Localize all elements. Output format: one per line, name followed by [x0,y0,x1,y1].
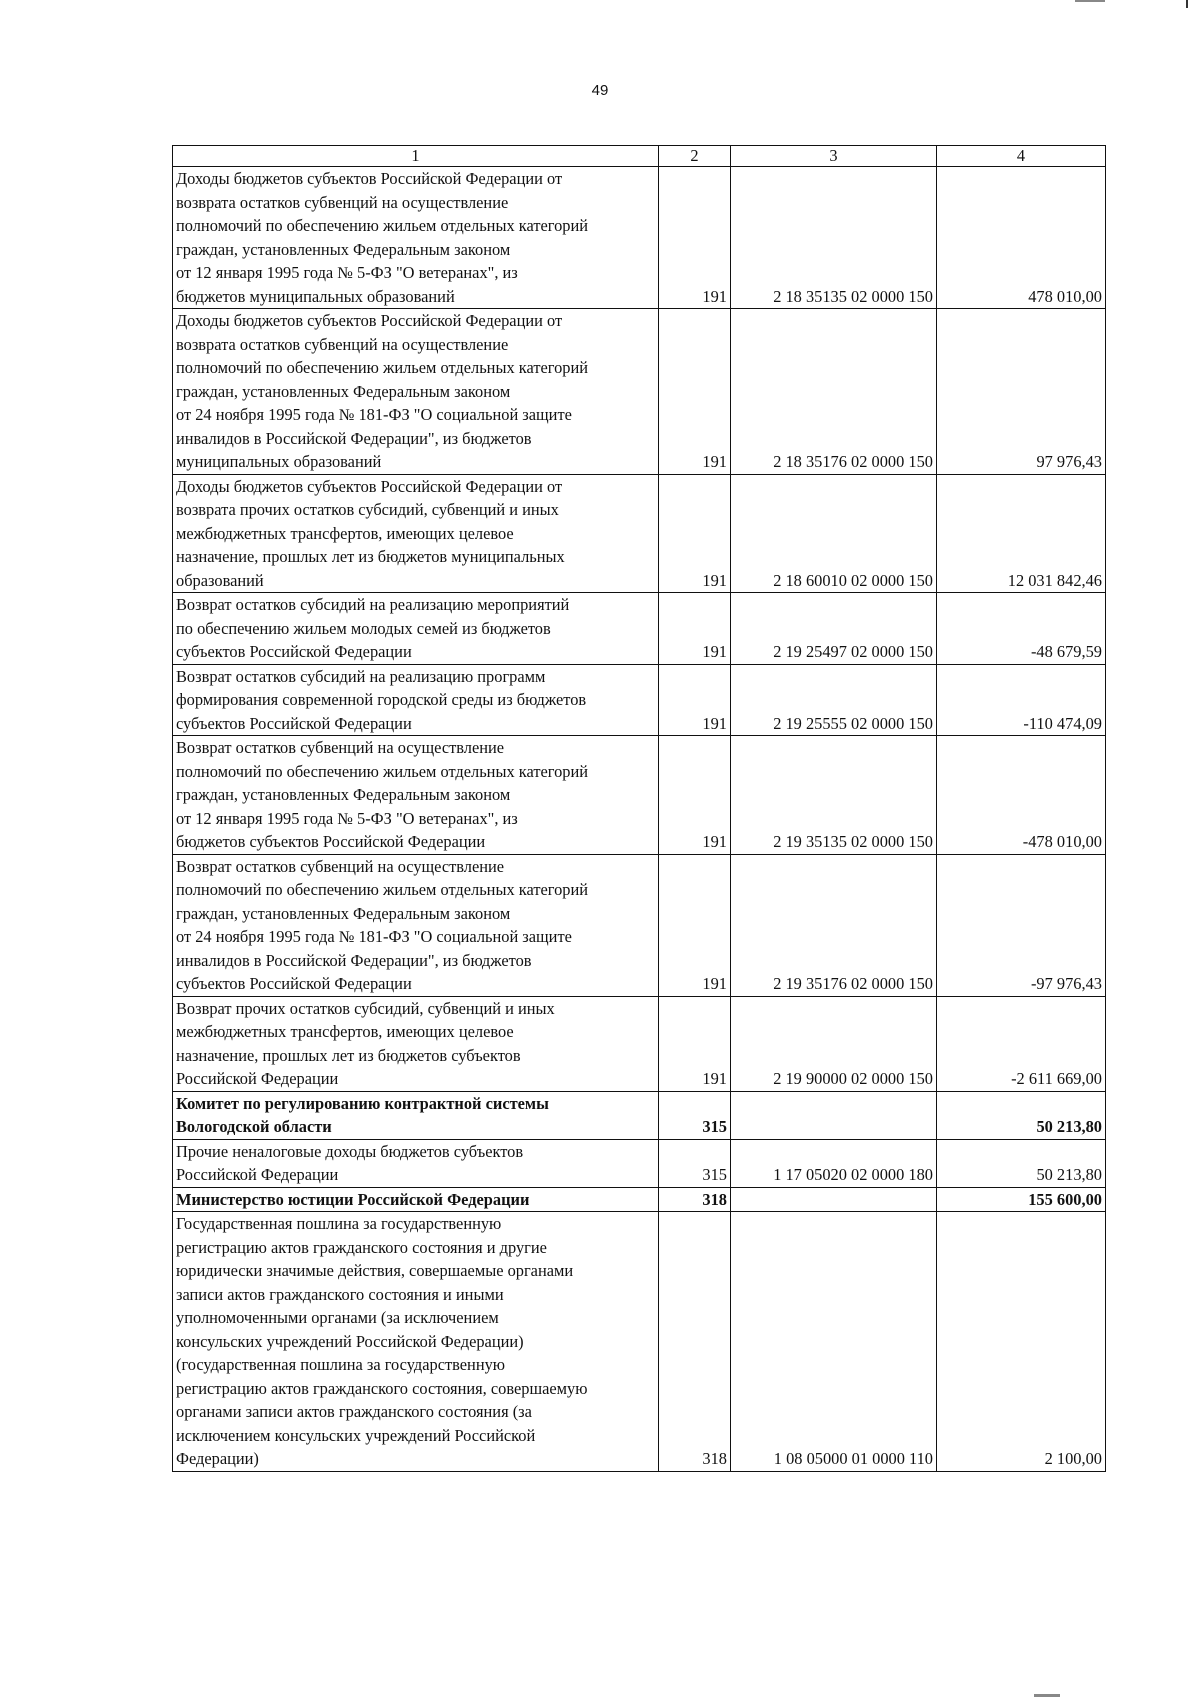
table-row [173,309,1106,475]
row-administrator-code: 191 [659,593,731,665]
table-row [173,1187,1106,1212]
table-row [173,854,1106,996]
row-budget-classification-code: 1 08 05000 01 0000 110 [731,1212,937,1472]
row-administrator-code: 191 [659,474,731,593]
row-description: Возврат прочих остатков субсидий, субвенций и иных межбюджетных трансфертов, имеющих целевое назначение, прошлых лет из бюджетов субъектов Российской Федерации [173,996,659,1091]
row-description: Государственная пошлина за государственную регистрацию актов гражданского состояния и другие юридически значимые действия, совершаемые органами записи актов гражданского состояния и иными уполномоченными органами (за исключением консульских учреждений Российской Федерации) (государственная пошлина за государственную регистрацию актов гражданского состояния, совершаемую органами записи актов гражданского состояния (за исключением консульских учреждений Российской Федерации) [173,1212,659,1472]
row-budget-classification-code: 2 19 25555 02 0000 150 [731,664,937,736]
row-amount: -48 679,59 [937,593,1106,665]
table-row [173,593,1106,665]
table-row [173,167,1106,309]
row-budget-classification-code: 2 18 35176 02 0000 150 [731,309,937,475]
row-administrator-code: 191 [659,854,731,996]
scan-mark-top-right [1186,0,1188,8]
row-description: Комитет по регулированию контрактной системы Вологодской области [173,1091,659,1139]
row-administrator-code: 318 [659,1212,731,1472]
row-description: Возврат остатков субвенций на осуществление полномочий по обеспечению жильем отдельных категорий граждан, установленных Федеральным законом от 24 ноября 1995 года № 181-ФЗ "О социальной защите инвалидов в Российской Федерации", из бюджетов субъектов Российской Федерации [173,854,659,996]
row-amount: 2 100,00 [937,1212,1106,1472]
row-administrator-code: 315 [659,1091,731,1139]
row-description: Доходы бюджетов субъектов Российской Федерации от возврата остатков субвенций на осуществление полномочий по обеспечению жильем отдельных категорий граждан, установленных Федеральным законом от 12 января 1995 года № 5-ФЗ "О ветеранах", из бюджетов муниципальных образований [173,167,659,309]
row-amount: -2 611 669,00 [937,996,1106,1091]
table-row [173,1212,1106,1472]
table-header-row [173,146,1106,167]
scan-mark-top [1075,0,1105,2]
column-header-4: 4 [937,146,1106,167]
row-amount: 50 213,80 [937,1139,1106,1187]
row-description: Возврат остатков субвенций на осуществление полномочий по обеспечению жильем отдельных категорий граждан, установленных Федеральным законом от 12 января 1995 года № 5-ФЗ "О ветеранах", из бюджетов субъектов Российской Федерации [173,736,659,855]
table-row [173,1091,1106,1139]
row-administrator-code: 191 [659,736,731,855]
row-budget-classification-code [731,1187,937,1212]
row-amount: 155 600,00 [937,1187,1106,1212]
row-budget-classification-code: 2 19 90000 02 0000 150 [731,996,937,1091]
row-administrator-code: 191 [659,664,731,736]
row-budget-classification-code: 2 18 35135 02 0000 150 [731,167,937,309]
column-header-3: 3 [731,146,937,167]
row-budget-classification-code: 2 18 60010 02 0000 150 [731,474,937,593]
row-amount: 50 213,80 [937,1091,1106,1139]
table-row [173,664,1106,736]
table-row [173,1139,1106,1187]
row-budget-classification-code: 2 19 35135 02 0000 150 [731,736,937,855]
row-administrator-code: 191 [659,309,731,475]
row-amount: 97 976,43 [937,309,1106,475]
budget-table [172,145,1106,1472]
row-description: Доходы бюджетов субъектов Российской Федерации от возврата прочих остатков субсидий, субвенций и иных межбюджетных трансфертов, имеющих целевое назначение, прошлых лет из бюджетов муниципальных образований [173,474,659,593]
row-description: Возврат остатков субсидий на реализацию мероприятий по обеспечению жильем молодых семей из бюджетов субъектов Российской Федерации [173,593,659,665]
row-description: Возврат остатков субсидий на реализацию программ формирования современной городской среды из бюджетов субъектов Российской Федерации [173,664,659,736]
table-row [173,474,1106,593]
row-amount: -97 976,43 [937,854,1106,996]
table-row [173,996,1106,1091]
row-budget-classification-code [731,1091,937,1139]
row-amount: -478 010,00 [937,736,1106,855]
row-administrator-code: 191 [659,996,731,1091]
column-header-2: 2 [659,146,731,167]
row-description: Министерство юстиции Российской Федерации [173,1187,659,1212]
column-header-1: 1 [173,146,659,167]
row-amount: 12 031 842,46 [937,474,1106,593]
row-description: Доходы бюджетов субъектов Российской Федерации от возврата остатков субвенций на осуществление полномочий по обеспечению жильем отдельных категорий граждан, установленных Федеральным законом от 24 ноября 1995 года № 181-ФЗ "О социальной защите инвалидов в Российской Федерации", из бюджетов муниципальных образований [173,309,659,475]
row-amount: 478 010,00 [937,167,1106,309]
table-row [173,736,1106,855]
row-budget-classification-code: 2 19 35176 02 0000 150 [731,854,937,996]
row-budget-classification-code: 1 17 05020 02 0000 180 [731,1139,937,1187]
row-amount: -110 474,09 [937,664,1106,736]
row-administrator-code: 318 [659,1187,731,1212]
table-body [173,167,1106,1472]
row-administrator-code: 191 [659,167,731,309]
row-budget-classification-code: 2 19 25497 02 0000 150 [731,593,937,665]
row-description: Прочие неналоговые доходы бюджетов субъектов Российской Федерации [173,1139,659,1187]
page-number: 49 [591,82,609,99]
row-administrator-code: 315 [659,1139,731,1187]
